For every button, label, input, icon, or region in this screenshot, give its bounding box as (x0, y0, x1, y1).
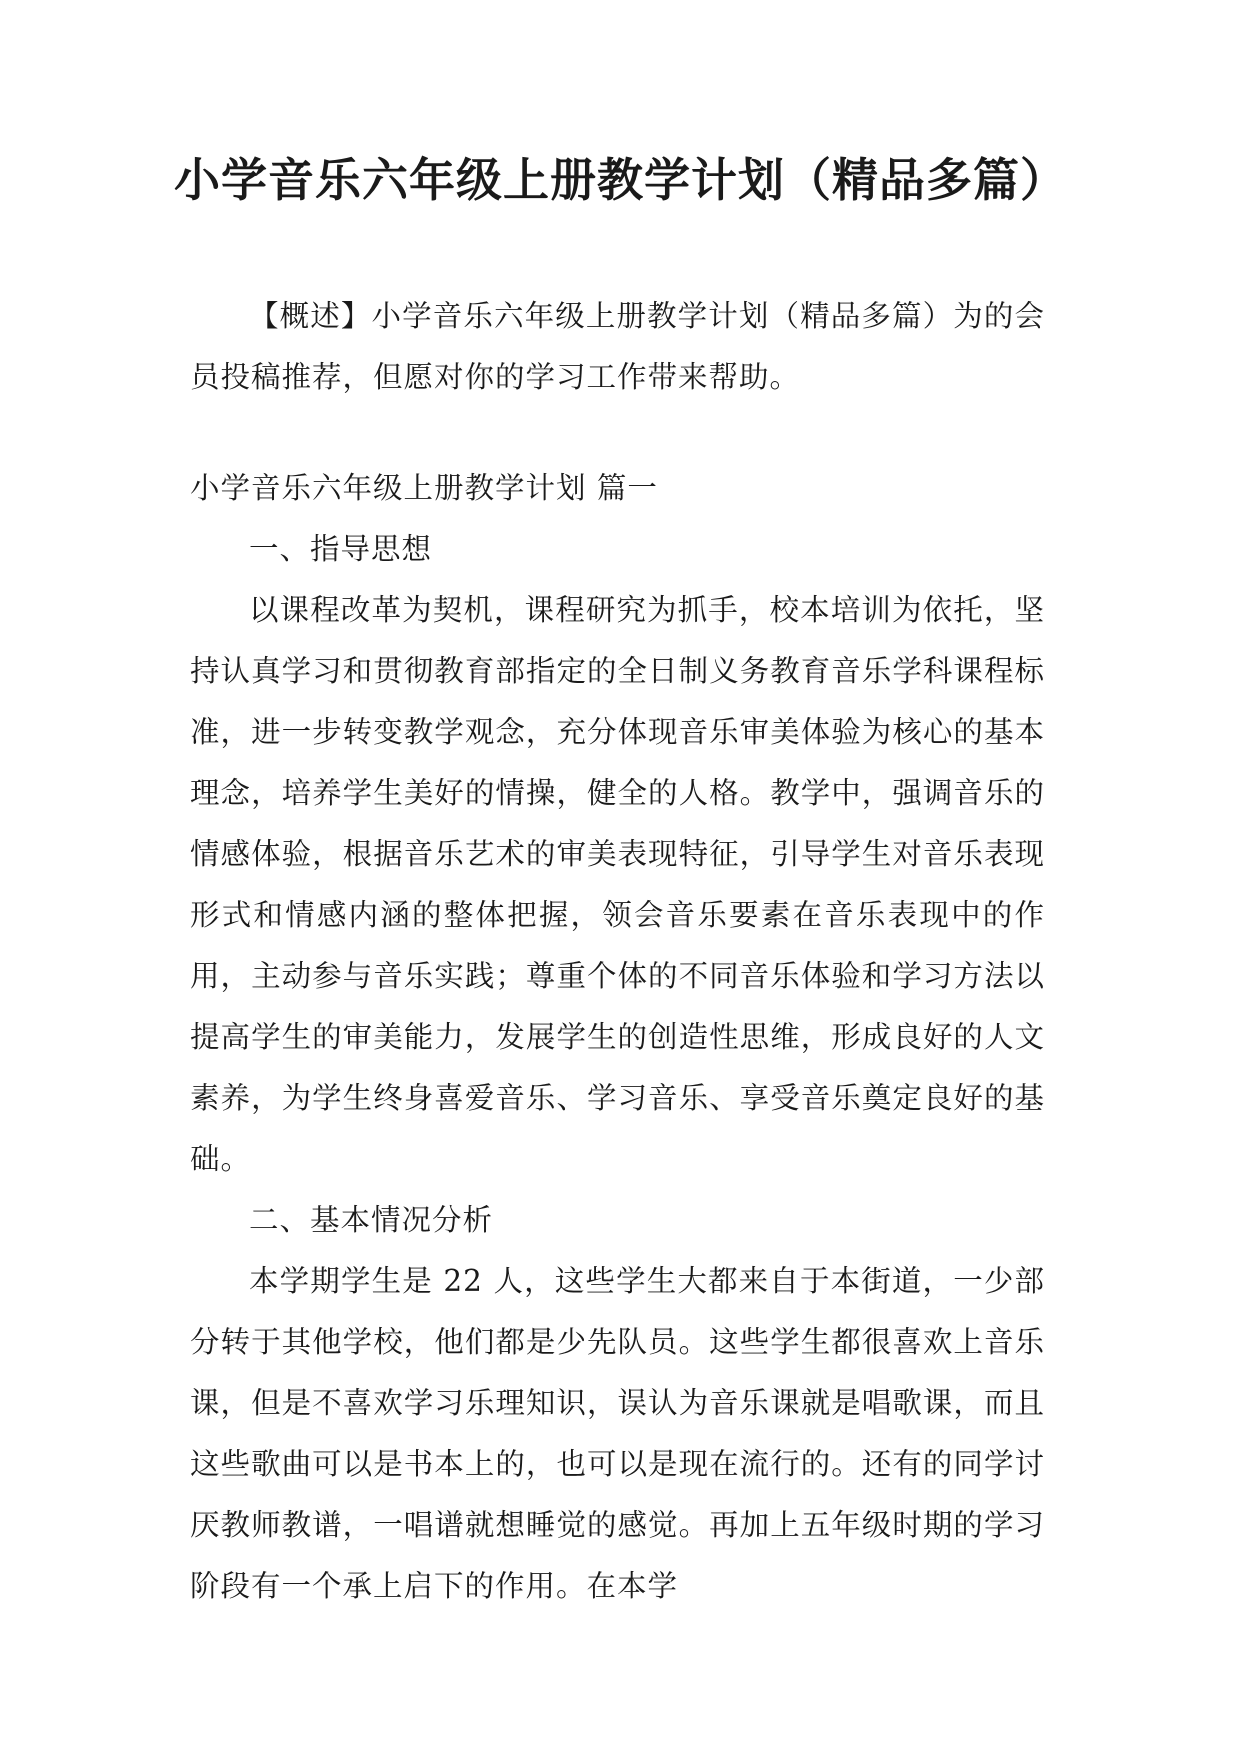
document-title: 小学音乐六年级上册教学计划（精品多篇） (174, 153, 1067, 207)
heading-guiding-ideology: 一、指导思想 (249, 532, 433, 566)
overview-paragraph: 【概述】小学音乐六年级上册教学计划（精品多篇）为的会员投稿推荐，但愿对你的学习工作带来帮助。 (190, 299, 1045, 394)
section-title: 小学音乐六年级上册教学计划 篇一 (190, 471, 658, 505)
overview-block (190, 286, 1045, 408)
main-content (190, 458, 1045, 1617)
heading-situation-analysis: 二、基本情况分析 (249, 1203, 494, 1237)
paragraph-guiding-ideology: 以课程改革为契机，课程研究为抓手，校本培训为依托，坚持认真学习和贯彻教育部指定的全日制义务教育音乐学科课程标准，进一步转变教学观念，充分体现音乐审美体验为核心的基本理念，培养学生美好的情操，健全的人格。教学中，强调音乐的情感体验，根据音乐艺术的审美表现特征，引导学生对音乐表现形式和情感内涵的整体把握，领会音乐要素在音乐表现中的作用，主动参与音乐实践；尊重个体的不同音乐体验和学习方法以提高学生的审美能力，发展学生的创造性思维，形成良好的人文素养，为学生终身喜爱音乐、学习音乐、享受音乐奠定良好的基础。 (190, 593, 1045, 1176)
paragraph-situation-analysis: 本学期学生是 22 人，这些学生大都来自于本街道，一少部分转于其他学校，他们都是少先队员。这些学生都很喜欢上音乐课，但是不喜欢学习乐理知识，误认为音乐课就是唱歌课，而且这些歌曲可以是书本上的，也可以是现在流行的。还有的同学讨厌教师教谱，一唱谱就想睡觉的感觉。再加上五年级时期的学习阶段有一个承上启下的作用。在本学 (190, 1264, 1045, 1603)
